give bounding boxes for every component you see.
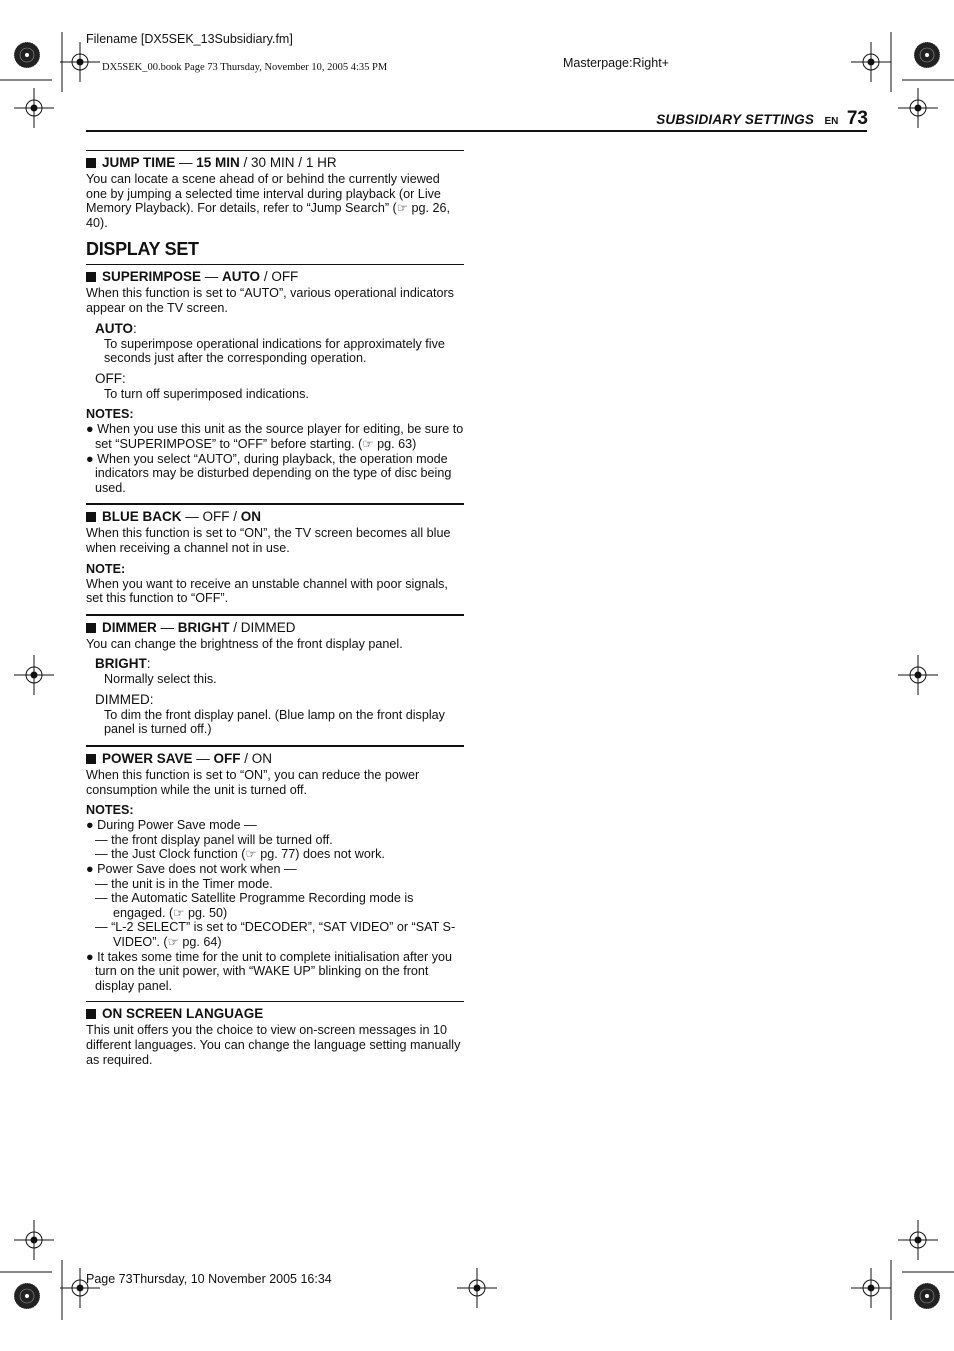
masterpage-label: Masterpage:Right+ — [563, 56, 669, 70]
power-save-heading: POWER SAVE — OFF / ON — [86, 750, 464, 768]
superimpose-auto-label: AUTO: — [95, 320, 137, 336]
blue-back-description: When this function is set to “ON”, the TV screen becomes all blue when receiving a channel not in use. — [86, 526, 451, 555]
blue-back-heading: BLUE BACK — OFF / ON — [86, 508, 464, 526]
book-line: DX5SEK_00.book Page 73 Thursday, November 10, 2005 4:35 PM — [102, 62, 388, 73]
filename-line: Filename [DX5SEK_13Subsidiary.fm] — [86, 32, 293, 46]
note-heading: NOTE: — [86, 561, 126, 576]
square-bullet-icon — [86, 272, 96, 282]
list-subitem: — the unit is in the Timer mode. — [95, 876, 273, 891]
on-screen-language-description: This unit offers you the choice to view on-screen messages in 10 different languages. You can change the language setting manually as required. — [86, 1023, 461, 1067]
dimmer-bright-text: Normally select this. — [104, 672, 217, 687]
section-rule — [86, 614, 464, 616]
jump-time-heading: JUMP TIME — 15 MIN / 30 MIN / 1 HR — [86, 154, 464, 172]
blue-back-note: When you want to receive an unstable channel with poor signals, set this function to “OFF”. — [86, 576, 448, 606]
dimmer-dimmed-label: DIMMED: — [95, 691, 154, 707]
square-bullet-icon — [86, 623, 96, 633]
list-item: ● When you use this unit as the source player for editing, be sure to set “SUPERIMPOSE” to “OFF” before starting. (☞ pg. 63) — [86, 422, 464, 451]
list-subitem: — the Automatic Satellite Programme Recording mode is engaged. (☞ pg. 50) — [95, 891, 414, 920]
dimmer-dimmed-text: To dim the front display panel. (Blue lamp on the front display panel is turned off.) — [104, 707, 445, 737]
superimpose-auto-text: To superimpose operational indications for approximately five seconds just after the corresponding operation. — [104, 336, 445, 366]
display-set-title: DISPLAY SET — [86, 239, 199, 260]
header-rule — [86, 130, 867, 132]
page-number: 73 — [846, 108, 868, 129]
notes-heading: NOTES: — [86, 407, 134, 422]
list-item: ● When you select “AUTO”, during playback, the operation mode indicators may be disturbed depending on the type of disc being used. — [86, 451, 452, 495]
section-rule — [86, 264, 464, 265]
section-rule — [86, 1001, 464, 1002]
running-header — [620, 108, 868, 130]
square-bullet-icon — [86, 158, 96, 168]
power-save-description: When this function is set to “ON”, you can reduce the power consumption while the unit is turned off. — [86, 768, 420, 797]
dimmer-description: You can change the brightness of the front display panel. — [86, 636, 403, 651]
superimpose-description: When this function is set to “AUTO”, various operational indicators appear on the TV screen. — [86, 286, 454, 315]
jump-time-description: You can locate a scene ahead of or behind the currently viewed one by jumping a selected time interval during playback (or Live Memory Playback). For details, refer to “Jump Search” (☞ pg. 26, 40). — [86, 172, 451, 230]
target-mark-top-left — [14, 42, 40, 68]
dimmer-bright-label: BRIGHT: — [95, 656, 151, 672]
section-rule — [86, 150, 464, 151]
section-rule — [86, 503, 464, 505]
notes-heading: NOTES: — [86, 803, 134, 818]
dimmer-heading: DIMMER — BRIGHT / DIMMED — [86, 619, 464, 637]
footer-line: Page 73Thursday, 10 November 2005 16:34 — [86, 1272, 332, 1286]
on-screen-language-heading: ON SCREEN LANGUAGE — [86, 1005, 464, 1023]
language-code: EN — [824, 116, 839, 127]
target-mark-top-right — [914, 42, 940, 68]
section-rule — [86, 745, 464, 747]
list-item: ● During Power Save mode — — [86, 818, 257, 833]
list-item: ● Power Save does not work when — — [86, 862, 297, 877]
square-bullet-icon — [86, 512, 96, 522]
running-header-title: SUBSIDIARY SETTINGS — [656, 112, 815, 127]
target-mark-bottom-left — [14, 1283, 40, 1309]
list-subitem: — the front display panel will be turned off. — [95, 832, 333, 847]
main-column — [86, 150, 464, 1067]
square-bullet-icon — [86, 754, 96, 764]
superimpose-heading: SUPERIMPOSE — AUTO / OFF — [86, 268, 464, 286]
target-mark-bottom-right — [914, 1283, 940, 1309]
list-subitem: — “L-2 SELECT” is set to “DECODER”, “SAT VIDEO” or “SAT S-VIDEO”. (☞ pg. 64) — [95, 920, 456, 949]
superimpose-off-label: OFF: — [95, 370, 126, 386]
list-subitem: — the Just Clock function (☞ pg. 77) does not work. — [95, 847, 385, 862]
square-bullet-icon — [86, 1009, 96, 1019]
list-item: ● It takes some time for the unit to complete initialisation after you turn on the unit power, with “WAKE UP” blinking on the front display panel. — [86, 949, 452, 993]
superimpose-off-text: To turn off superimposed indications. — [104, 386, 309, 401]
